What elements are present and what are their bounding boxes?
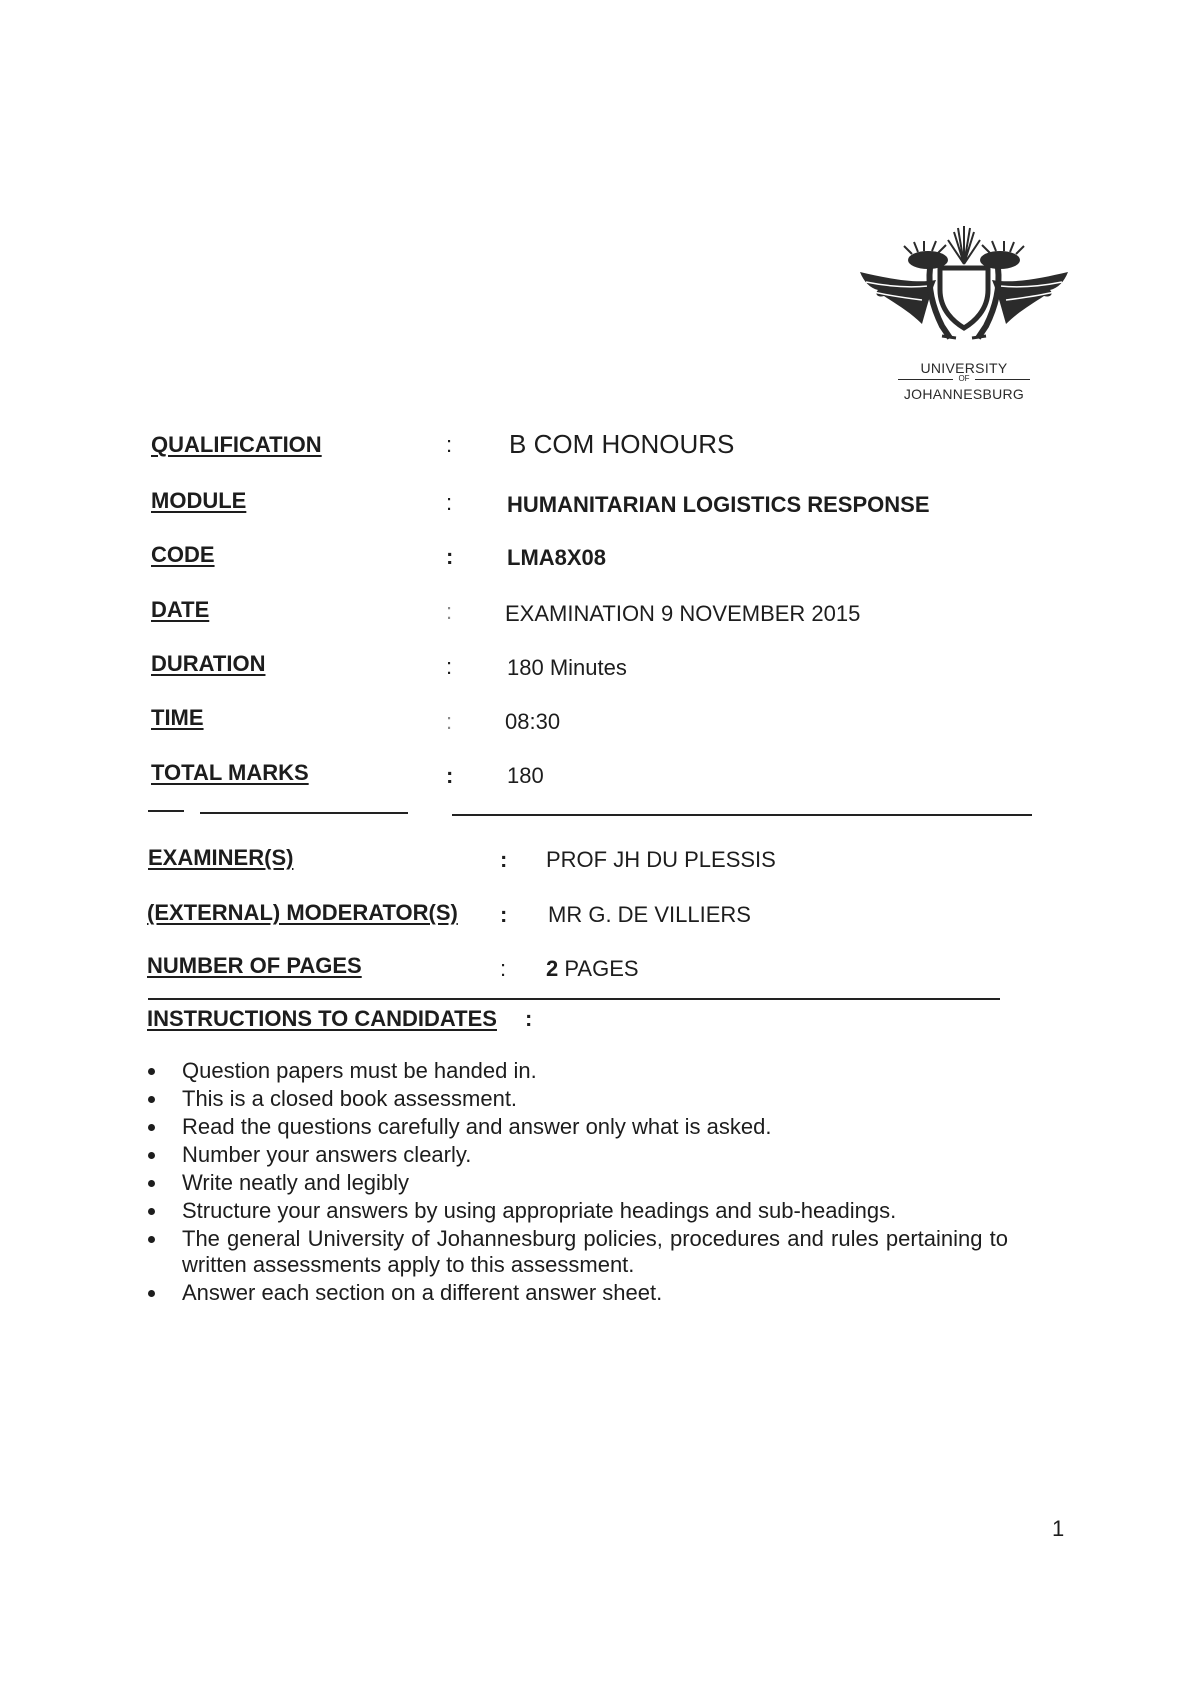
page-number: 1 xyxy=(1052,1516,1065,1541)
bullet-icon xyxy=(148,1096,155,1103)
qualification-value: B COM HONOURS xyxy=(509,429,735,459)
module-value: HUMANITARIAN LOGISTICS RESPONSE xyxy=(507,492,930,517)
time-colon: : xyxy=(446,709,453,734)
module-label: MODULE xyxy=(151,488,247,513)
examiner-label: EXAMINER(S) xyxy=(148,845,294,870)
module-colon: : xyxy=(446,490,453,515)
number-of-pages-colon: : xyxy=(500,956,507,981)
duration-colon: : xyxy=(446,654,453,679)
moderator-label: (EXTERNAL) MODERATOR(S) xyxy=(147,900,458,925)
list-item xyxy=(148,1280,1008,1306)
divider-main xyxy=(452,814,1032,816)
bullet-icon xyxy=(148,1152,155,1159)
list-item-text: Structure your answers by using appropriate headings and sub-headings. xyxy=(182,1198,897,1223)
code-value: LMA8X08 xyxy=(507,545,607,570)
number-of-pages-count: 2 xyxy=(546,956,559,981)
code-colon: : xyxy=(446,544,454,569)
time-label: TIME xyxy=(151,705,204,730)
date-label: DATE xyxy=(151,597,210,622)
list-item-text: Question papers must be handed in. xyxy=(182,1058,537,1083)
bullet-icon xyxy=(148,1180,155,1187)
total-marks-label: TOTAL MARKS xyxy=(151,760,309,785)
duration-value: 180 Minutes xyxy=(507,655,627,680)
time-value: 08:30 xyxy=(505,709,561,734)
bullet-icon xyxy=(148,1124,155,1131)
list-item xyxy=(148,1142,1008,1168)
instructions-heading-text: INSTRUCTIONS TO CANDIDATES xyxy=(147,1006,497,1031)
logo-of-divider xyxy=(898,374,1030,384)
list-item xyxy=(148,1198,962,1224)
list-item-text: Answer each section on a different answer sheet. xyxy=(182,1280,663,1305)
list-item-text: Number your answers clearly. xyxy=(182,1142,472,1167)
qualification-label: QUALIFICATION xyxy=(151,432,322,457)
total-marks-value: 180 xyxy=(507,763,544,788)
examiner-value: PROF JH DU PLESSIS xyxy=(546,847,776,872)
code-label: CODE xyxy=(151,542,215,567)
list-item-text: This is a closed book assessment. xyxy=(182,1086,518,1111)
bullet-icon xyxy=(148,1290,155,1297)
divider-instructions xyxy=(148,998,1000,1000)
list-item xyxy=(148,1086,1008,1112)
uj-emblem-icon xyxy=(856,220,1072,360)
instructions-heading xyxy=(147,1006,497,1032)
date-value: EXAMINATION 9 NOVEMBER 2015 xyxy=(505,601,861,626)
divider-segment xyxy=(148,810,184,812)
list-item-text: Read the questions carefully and answer only what is asked. xyxy=(182,1114,772,1139)
duration-label: DURATION xyxy=(151,651,266,676)
logo-line-university: UNIVERSITY xyxy=(920,360,1008,376)
number-of-pages-value xyxy=(546,956,639,982)
list-item-text: Write neatly and legibly xyxy=(182,1170,410,1195)
list-item xyxy=(148,1114,1008,1140)
bullet-icon xyxy=(148,1236,155,1243)
list-item xyxy=(148,1058,1008,1084)
qualification-colon: : xyxy=(446,432,453,457)
instructions-heading-colon: : xyxy=(525,1006,533,1031)
logo-line-of: OF xyxy=(958,374,970,383)
divider-segment xyxy=(200,812,408,814)
moderator-value: MR G. DE VILLIERS xyxy=(548,902,751,927)
number-of-pages-unit: PAGES xyxy=(564,956,639,981)
number-of-pages-label: NUMBER OF PAGES xyxy=(147,953,362,978)
bullet-icon xyxy=(148,1208,155,1215)
date-colon: : xyxy=(446,599,453,624)
moderator-colon: : xyxy=(500,902,508,927)
university-logo xyxy=(856,220,1072,410)
list-item xyxy=(148,1170,1008,1196)
list-item-text: The general University of Johannesburg policies, procedures and rules pertaining to written assessments apply to this assessment. xyxy=(182,1226,1008,1277)
list-item xyxy=(148,1226,1008,1278)
bullet-icon xyxy=(148,1068,155,1075)
logo-line-johannesburg: JOHANNESBURG xyxy=(903,386,1025,402)
examiner-colon: : xyxy=(500,847,508,872)
total-marks-colon: : xyxy=(446,763,454,788)
instructions-list xyxy=(148,1058,1008,1308)
